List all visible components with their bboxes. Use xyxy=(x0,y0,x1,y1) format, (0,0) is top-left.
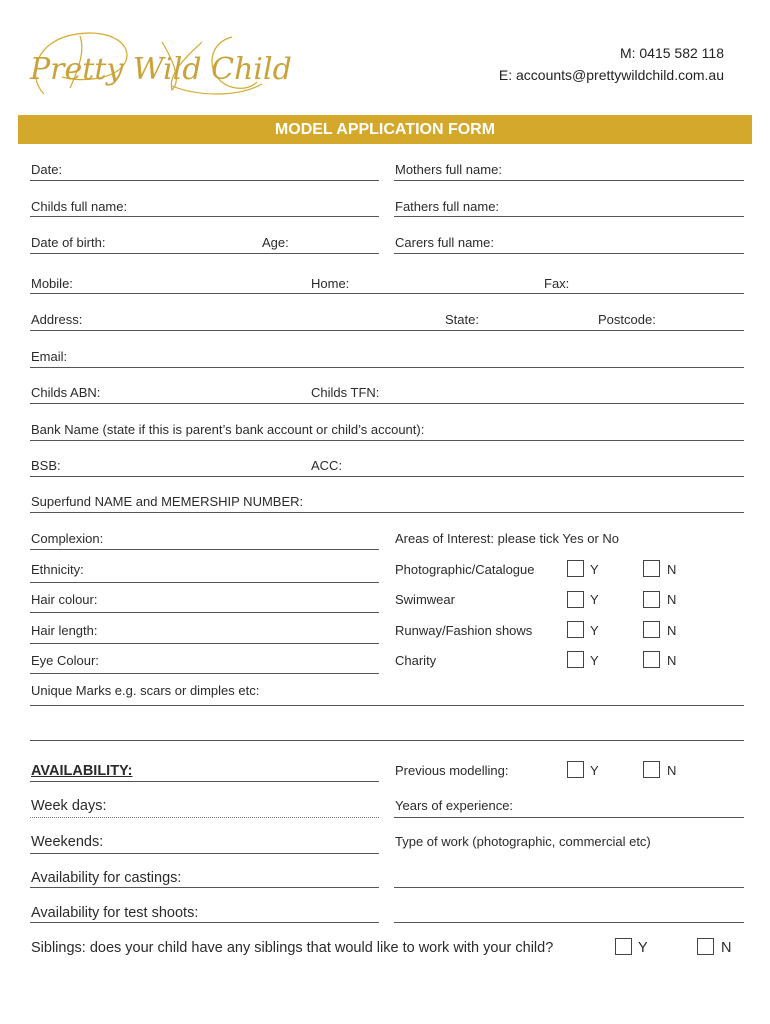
week-days-label: Week days: xyxy=(31,798,107,814)
childs-name-label: Childs full name: xyxy=(31,199,128,214)
carers-name-field[interactable] xyxy=(394,253,744,254)
yes-label: Y xyxy=(590,592,599,607)
form-title: MODEL APPLICATION FORM xyxy=(18,115,752,144)
previous-modelling-yes-checkbox[interactable] xyxy=(567,761,584,778)
hair-colour-field[interactable] xyxy=(30,612,379,613)
yes-label: Y xyxy=(590,562,599,577)
hair-length-field[interactable] xyxy=(30,643,379,644)
interest-photographic-label: Photographic/Catalogue xyxy=(395,562,535,577)
dob-age-field[interactable] xyxy=(30,253,379,254)
areas-of-interest-heading: Areas of Interest: please tick Yes or No xyxy=(395,531,620,546)
phone-field[interactable] xyxy=(30,293,744,294)
complexion-label: Complexion: xyxy=(31,531,104,546)
unique-marks-field-1[interactable] xyxy=(30,705,744,706)
type-of-work-field-2[interactable] xyxy=(394,922,744,923)
runway-no-checkbox[interactable] xyxy=(643,621,660,638)
no-label: N xyxy=(667,763,677,778)
castings-field[interactable] xyxy=(30,887,379,888)
hair-length-label: Hair length: xyxy=(31,623,98,638)
photographic-yes-checkbox[interactable] xyxy=(567,560,584,577)
interest-swimwear-label: Swimwear xyxy=(395,592,455,607)
address-field[interactable] xyxy=(30,330,744,331)
years-experience-field[interactable] xyxy=(394,817,744,818)
mobile-label: Mobile: xyxy=(31,276,73,291)
email-label: Email: xyxy=(31,349,68,364)
ethnicity-label: Ethnicity: xyxy=(31,562,84,577)
charity-no-checkbox[interactable] xyxy=(643,651,660,668)
superfund-label: Superfund NAME and MEMERSHIP NUMBER: xyxy=(31,494,304,509)
unique-marks-label: Unique Marks e.g. scars or dimples etc: xyxy=(31,683,260,698)
superfund-field[interactable] xyxy=(30,512,744,513)
complexion-field[interactable] xyxy=(30,549,379,550)
fathers-name-field[interactable] xyxy=(394,216,744,217)
weekends-field[interactable] xyxy=(30,853,379,854)
carers-name-label: Carers full name: xyxy=(395,235,494,250)
no-label: N xyxy=(667,592,677,607)
type-of-work-label: Type of work (photographic, commercial etc) xyxy=(395,834,651,849)
childs-name-field[interactable] xyxy=(30,216,379,217)
interest-runway-label: Runway/Fashion shows xyxy=(395,623,533,638)
tfn-label: Childs TFN: xyxy=(311,385,380,400)
swimwear-yes-checkbox[interactable] xyxy=(567,591,584,608)
availability-underline xyxy=(30,781,379,782)
swimwear-no-checkbox[interactable] xyxy=(643,591,660,608)
postcode-label: Postcode: xyxy=(598,312,656,327)
bank-label: Bank Name (state if this is parent’s bank account or child’s account): xyxy=(31,422,425,437)
eye-colour-label: Eye Colour: xyxy=(31,653,99,668)
home-label: Home: xyxy=(311,276,350,291)
fathers-name-label: Fathers full name: xyxy=(395,199,500,214)
email-field[interactable] xyxy=(30,367,744,368)
brand-logo xyxy=(22,22,297,108)
bank-field[interactable] xyxy=(30,440,744,441)
contact-email: E: accounts@prettywildchild.com.au xyxy=(498,67,724,83)
week-days-field[interactable] xyxy=(30,817,379,818)
siblings-question: Siblings: does your child have any siblings that would like to work with your child? xyxy=(31,940,554,956)
date-label: Date: xyxy=(31,162,63,177)
siblings-no-checkbox[interactable] xyxy=(697,938,714,955)
yes-label: Y xyxy=(590,653,599,668)
test-shoots-label: Availability for test shoots: xyxy=(31,905,199,921)
date-field[interactable] xyxy=(30,180,379,181)
ethnicity-field[interactable] xyxy=(30,582,379,583)
weekends-label: Weekends: xyxy=(31,834,104,850)
abn-label: Childs ABN: xyxy=(31,385,101,400)
mothers-name-label: Mothers full name: xyxy=(395,162,502,177)
previous-modelling-label: Previous modelling: xyxy=(395,763,509,778)
no-label: N xyxy=(667,653,677,668)
address-label: Address: xyxy=(31,312,83,327)
photographic-no-checkbox[interactable] xyxy=(643,560,660,577)
interest-charity-label: Charity xyxy=(395,653,437,668)
contact-mobile: M: 0415 582 118 xyxy=(619,45,724,61)
previous-modelling-no-checkbox[interactable] xyxy=(643,761,660,778)
yes-label: Y xyxy=(590,623,599,638)
availability-heading: AVAILABILITY: xyxy=(31,763,133,779)
acc-label: ACC: xyxy=(311,458,343,473)
test-shoots-field[interactable] xyxy=(30,922,379,923)
state-label: State: xyxy=(445,312,479,327)
eye-colour-field[interactable] xyxy=(30,673,379,674)
years-experience-label: Years of experience: xyxy=(395,798,514,813)
bsb-label: BSB: xyxy=(31,458,61,473)
siblings-yes-checkbox[interactable] xyxy=(615,938,632,955)
brand-name: Pretty Wild Child xyxy=(30,52,292,87)
hair-colour-label: Hair colour: xyxy=(31,592,98,607)
abn-tfn-field[interactable] xyxy=(30,403,744,404)
fax-label: Fax: xyxy=(544,276,570,291)
castings-label: Availability for castings: xyxy=(31,870,182,886)
bsb-acc-field[interactable] xyxy=(30,476,744,477)
no-label: N xyxy=(667,623,677,638)
runway-yes-checkbox[interactable] xyxy=(567,621,584,638)
dob-label: Date of birth: xyxy=(31,235,106,250)
no-label: N xyxy=(721,940,732,956)
charity-yes-checkbox[interactable] xyxy=(567,651,584,668)
unique-marks-field-2[interactable] xyxy=(30,740,744,741)
yes-label: Y xyxy=(590,763,599,778)
no-label: N xyxy=(667,562,677,577)
yes-label: Y xyxy=(638,940,648,956)
type-of-work-field-1[interactable] xyxy=(394,887,744,888)
age-label: Age: xyxy=(262,235,289,250)
mothers-name-field[interactable] xyxy=(394,180,744,181)
